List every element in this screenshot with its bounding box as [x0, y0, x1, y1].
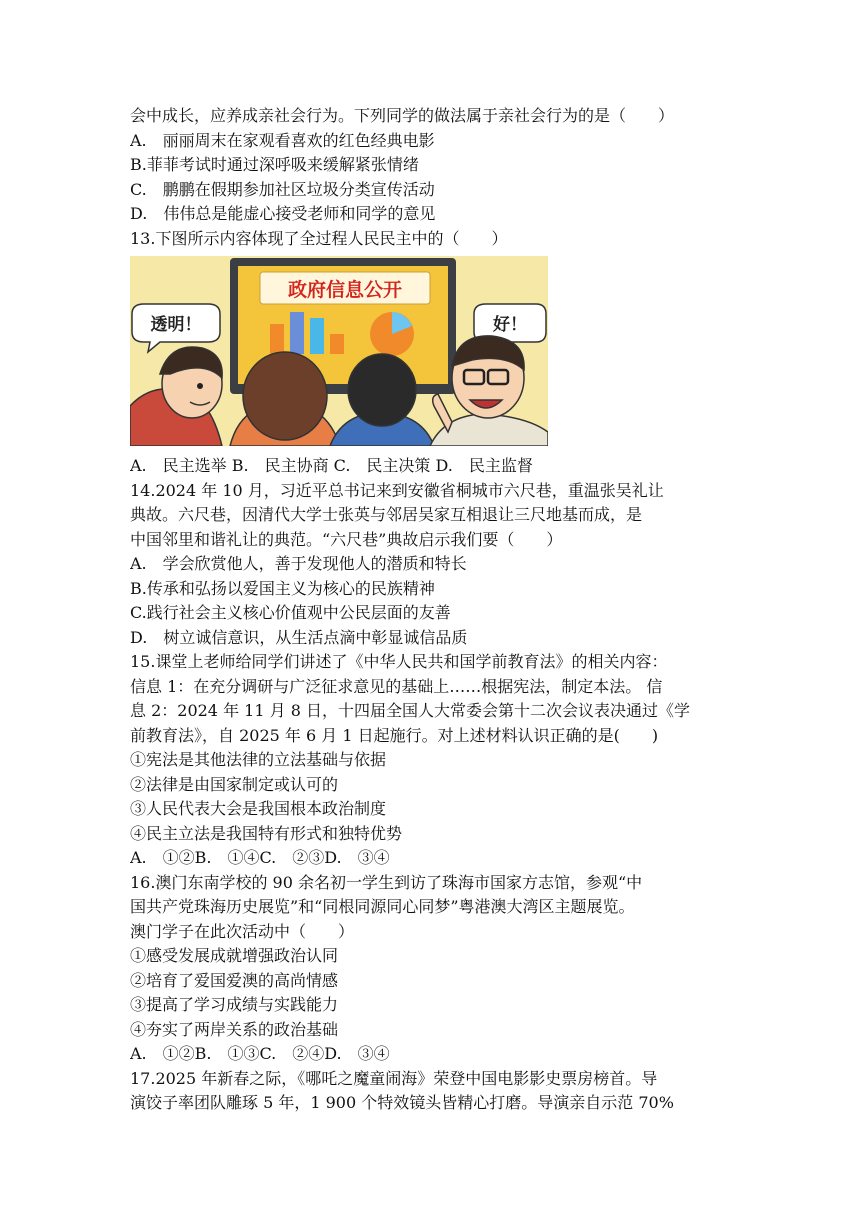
q12-option-d: D. 伟伟总是能虚心接受老师和同学的意见: [130, 204, 436, 223]
screen-title: 政府信息公开: [287, 279, 403, 301]
q16-statement-3: ③提高了学习成绩与实践能力: [130, 995, 339, 1014]
q12-option-c: C. 鹏鹏在假期参加社区垃圾分类宣传活动: [130, 180, 435, 199]
q12-option-b: B.菲菲考试时通过深呼吸来缓解紧张情绪: [130, 155, 419, 174]
q16-statement-1: ①感受发展成就增强政治认同: [130, 946, 339, 965]
q15-statement-4: ④民主立法是我国特有形式和独特优势: [130, 824, 403, 843]
question-12-stem-end: 会中成长，应养成亲社会行为。下列同学的做法属于亲社会行为的是（ ）: [130, 106, 675, 125]
speech-left-text: 透明！: [150, 315, 202, 335]
question-16-stem-line-1: 16.澳门东南学校的 90 余名初一学生到访了珠海市国家方志馆，参观“中: [130, 873, 643, 892]
question-15-stem-line-2: 信息 1：在充分调研与广泛征求意见的基础上……根据宪法，制定本法。 信: [130, 677, 663, 696]
question-14-stem-line-1: 14.2024 年 10 月，习近平总书记来到安徽省桐城市六尺巷，重温张吴礼让: [130, 481, 664, 500]
question-15-stem-line-4: 前教育法》，自 2025 年 6 月 1 日起施行。对上述材料认识正确的是( ): [130, 726, 659, 745]
bar-3: [310, 318, 324, 354]
q15-statement-1: ①宪法是其他法律的立法基础与依据: [130, 750, 387, 769]
q16-options: A. ①②B. ①③C. ②④D. ③④: [130, 1044, 390, 1063]
question-15-stem-line-1: 15.课堂上老师给同学们讲述了《中华人民共和国学前教育法》的相关内容：: [130, 652, 668, 671]
q12-option-a: A. 丽丽周末在家观看喜欢的红色经典电影: [130, 131, 435, 150]
question-14-stem-line-2: 典故。六尺巷，因清代大学士张英与邻居吴家互相退让三尺地基而成，是: [130, 505, 643, 524]
screen-pie-chart: [370, 312, 414, 356]
speech-right-text: 好！: [493, 315, 527, 335]
q15-statement-3: ③人民代表大会是我国根本政治制度: [130, 799, 387, 818]
bar-4: [330, 334, 344, 354]
q14-option-d: D. 树立诚信意识，从生活点滴中彰显诚信品质: [130, 628, 468, 647]
question-15-stem-line-3: 息 2：2024 年 11 月 8 日，十四届全国人大常委会第十二次会议表决通过《学: [130, 701, 690, 720]
question-13-stem: 13.下图所示内容体现了全过程人民民主中的（ ）: [130, 229, 508, 248]
question-17-stem-line-1: 17.2025 年新春之际，《哪吒之魔童闹海》荣登中国电影影史票房榜首。导: [130, 1069, 658, 1088]
q13-options: A. 民主选举 B. 民主协商 C. 民主决策 D. 民主监督: [130, 456, 533, 475]
q14-option-a: A. 学会欣赏他人，善于发现他人的潜质和特长: [130, 554, 467, 573]
q16-statement-2: ②培育了爱国爱澳的高尚情感: [130, 971, 339, 990]
q14-option-b: B.传承和弘扬以爱国主义为核心的民族精神: [130, 579, 435, 598]
q16-statement-4: ④夯实了两岸关系的政治基础: [130, 1020, 339, 1039]
bar-1: [270, 324, 284, 354]
question-16-stem-line-2: 国共产党珠海历史展览”和“同根同源同心同梦”粤港澳大湾区主题展览。: [130, 897, 635, 916]
government-info-disclosure-cartoon: [130, 256, 548, 446]
cartoon-svg: [130, 256, 548, 446]
bar-2: [290, 312, 304, 354]
question-16-stem-line-3: 澳门学子在此次活动中（ ）: [130, 922, 355, 941]
question-17-stem-line-2: 演饺子率团队雕琢 5 年，1 900 个特效镜头皆精心打磨。导演亲自示范 70%: [130, 1093, 674, 1112]
q14-option-c: C.践行社会主义核心价值观中公民层面的友善: [130, 603, 451, 622]
q15-options: A. ①②B. ①④C. ②③D. ③④: [130, 848, 390, 867]
q15-statement-2: ②法律是由国家制定或认可的: [130, 775, 339, 794]
question-14-stem-line-3: 中国邻里和谐礼让的典范。“六尺巷”典故启示我们要（ ）: [130, 530, 563, 549]
